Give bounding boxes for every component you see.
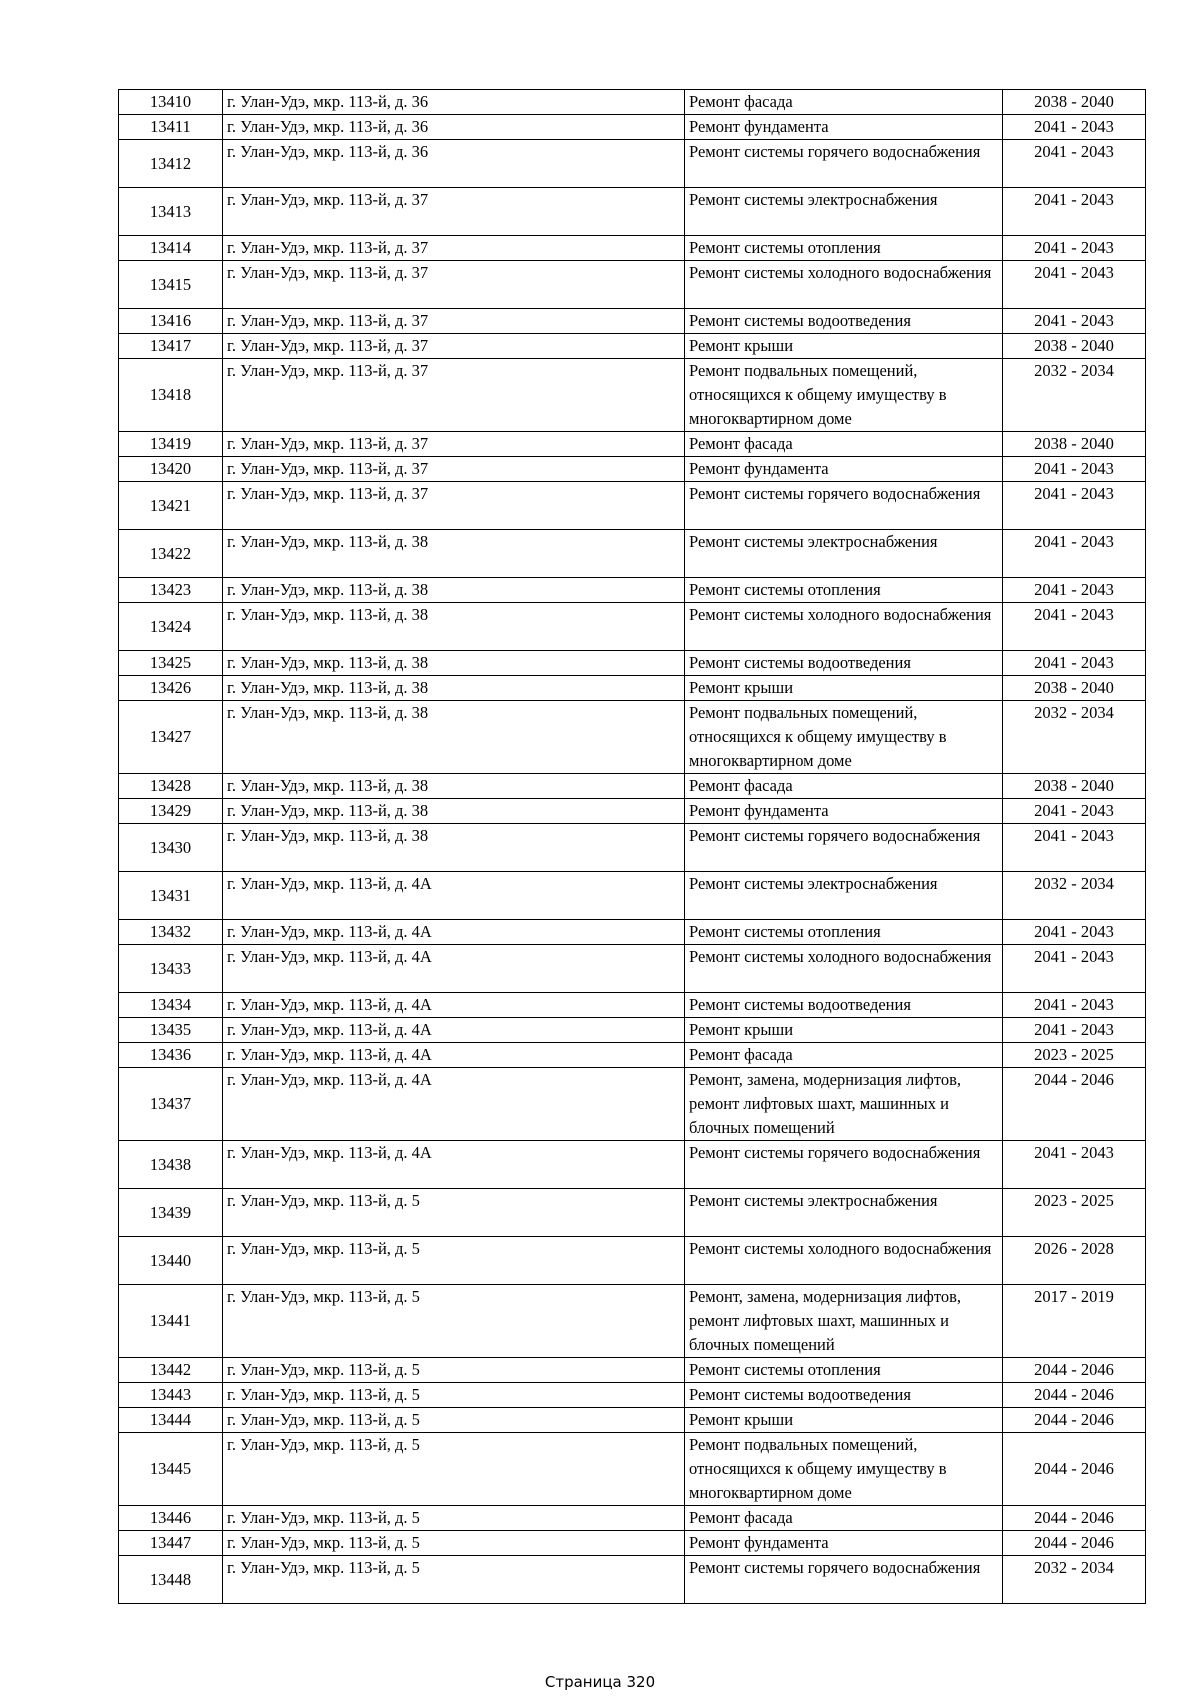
work-type-cell: Ремонт системы водоотведения <box>685 651 1003 676</box>
table-row <box>119 115 1146 140</box>
period-cell: 2041 - 2043 <box>1003 603 1146 651</box>
work-type-cell: Ремонт, замена, модернизация лифтов, ремонт лифтовых шахт, машинных и блочных помещений <box>685 1285 1003 1358</box>
table-row <box>119 1408 1146 1433</box>
table-row <box>119 676 1146 701</box>
page-number: Страница 320 <box>544 1673 656 1691</box>
row-number-cell: 13439 <box>119 1189 223 1237</box>
work-type-cell: Ремонт системы холодного водоснабжения <box>685 261 1003 309</box>
row-number-cell: 13414 <box>119 236 223 261</box>
period-cell: 2041 - 2043 <box>1003 578 1146 603</box>
work-type-cell: Ремонт фасада <box>685 1506 1003 1531</box>
period-cell: 2044 - 2046 <box>1003 1433 1146 1506</box>
address-cell: г. Улан-Удэ, мкр. 113-й, д. 4А <box>223 1043 685 1068</box>
work-type-cell: Ремонт крыши <box>685 334 1003 359</box>
period-cell: 2032 - 2034 <box>1003 359 1146 432</box>
period-cell: 2041 - 2043 <box>1003 1018 1146 1043</box>
repair-schedule-table <box>118 89 1146 1604</box>
address-cell: г. Улан-Удэ, мкр. 113-й, д. 37 <box>223 482 685 530</box>
address-cell: г. Улан-Удэ, мкр. 113-й, д. 37 <box>223 309 685 334</box>
address-cell: г. Улан-Удэ, мкр. 113-й, д. 36 <box>223 115 685 140</box>
address-cell: г. Улан-Удэ, мкр. 113-й, д. 5 <box>223 1531 685 1556</box>
table-row <box>119 309 1146 334</box>
period-cell: 2038 - 2040 <box>1003 774 1146 799</box>
address-cell: г. Улан-Удэ, мкр. 113-й, д. 4А <box>223 1018 685 1043</box>
row-number-cell: 13424 <box>119 603 223 651</box>
table-row <box>119 1285 1146 1358</box>
table-row <box>119 1556 1146 1604</box>
row-number-cell: 13434 <box>119 993 223 1018</box>
work-type-cell: Ремонт системы водоотведения <box>685 309 1003 334</box>
work-type-cell: Ремонт системы отопления <box>685 1358 1003 1383</box>
address-cell: г. Улан-Удэ, мкр. 113-й, д. 4А <box>223 993 685 1018</box>
table-row <box>119 993 1146 1018</box>
address-cell: г. Улан-Удэ, мкр. 113-й, д. 38 <box>223 676 685 701</box>
work-type-cell: Ремонт фасада <box>685 774 1003 799</box>
table-row <box>119 920 1146 945</box>
period-cell: 2044 - 2046 <box>1003 1068 1146 1141</box>
address-cell: г. Улан-Удэ, мкр. 113-й, д. 5 <box>223 1189 685 1237</box>
work-type-cell: Ремонт фасада <box>685 432 1003 457</box>
period-cell: 2038 - 2040 <box>1003 432 1146 457</box>
row-number-cell: 13448 <box>119 1556 223 1604</box>
period-cell: 2041 - 2043 <box>1003 651 1146 676</box>
row-number-cell: 13446 <box>119 1506 223 1531</box>
table-row <box>119 1531 1146 1556</box>
period-cell: 2038 - 2040 <box>1003 90 1146 115</box>
row-number-cell: 13411 <box>119 115 223 140</box>
address-cell: г. Улан-Удэ, мкр. 113-й, д. 37 <box>223 359 685 432</box>
address-cell: г. Улан-Удэ, мкр. 113-й, д. 5 <box>223 1383 685 1408</box>
work-type-cell: Ремонт крыши <box>685 1018 1003 1043</box>
period-cell: 2023 - 2025 <box>1003 1189 1146 1237</box>
work-type-cell: Ремонт системы отопления <box>685 920 1003 945</box>
address-cell: г. Улан-Удэ, мкр. 113-й, д. 38 <box>223 799 685 824</box>
work-type-cell: Ремонт подвальных помещений, относящихся к общему имуществу в многоквартирном доме <box>685 701 1003 774</box>
period-cell: 2041 - 2043 <box>1003 824 1146 872</box>
period-cell: 2041 - 2043 <box>1003 140 1146 188</box>
address-cell: г. Улан-Удэ, мкр. 113-й, д. 37 <box>223 236 685 261</box>
address-cell: г. Улан-Удэ, мкр. 113-й, д. 4А <box>223 920 685 945</box>
address-cell: г. Улан-Удэ, мкр. 113-й, д. 37 <box>223 432 685 457</box>
address-cell: г. Улан-Удэ, мкр. 113-й, д. 37 <box>223 188 685 236</box>
table-row <box>119 1506 1146 1531</box>
table-row <box>119 1237 1146 1285</box>
address-cell: г. Улан-Удэ, мкр. 113-й, д. 5 <box>223 1556 685 1604</box>
address-cell: г. Улан-Удэ, мкр. 113-й, д. 38 <box>223 603 685 651</box>
work-type-cell: Ремонт системы отопления <box>685 236 1003 261</box>
period-cell: 2041 - 2043 <box>1003 457 1146 482</box>
table-row <box>119 774 1146 799</box>
table-row <box>119 1043 1146 1068</box>
work-type-cell: Ремонт системы горячего водоснабжения <box>685 482 1003 530</box>
work-type-cell: Ремонт фасада <box>685 1043 1003 1068</box>
period-cell: 2041 - 2043 <box>1003 236 1146 261</box>
work-type-cell: Ремонт системы холодного водоснабжения <box>685 603 1003 651</box>
work-type-cell: Ремонт крыши <box>685 676 1003 701</box>
period-cell: 2038 - 2040 <box>1003 334 1146 359</box>
address-cell: г. Улан-Удэ, мкр. 113-й, д. 5 <box>223 1408 685 1433</box>
work-type-cell: Ремонт системы отопления <box>685 578 1003 603</box>
period-cell: 2041 - 2043 <box>1003 261 1146 309</box>
table-row <box>119 1189 1146 1237</box>
work-type-cell: Ремонт системы электроснабжения <box>685 1189 1003 1237</box>
row-number-cell: 13437 <box>119 1068 223 1141</box>
table-row <box>119 359 1146 432</box>
row-number-cell: 13420 <box>119 457 223 482</box>
row-number-cell: 13443 <box>119 1383 223 1408</box>
table-row <box>119 188 1146 236</box>
period-cell: 2044 - 2046 <box>1003 1531 1146 1556</box>
work-type-cell: Ремонт фундамента <box>685 799 1003 824</box>
table-row <box>119 701 1146 774</box>
address-cell: г. Улан-Удэ, мкр. 113-й, д. 5 <box>223 1237 685 1285</box>
row-number-cell: 13418 <box>119 359 223 432</box>
table-row <box>119 945 1146 993</box>
row-number-cell: 13447 <box>119 1531 223 1556</box>
address-cell: г. Улан-Удэ, мкр. 113-й, д. 36 <box>223 90 685 115</box>
row-number-cell: 13416 <box>119 309 223 334</box>
row-number-cell: 13428 <box>119 774 223 799</box>
period-cell: 2044 - 2046 <box>1003 1383 1146 1408</box>
row-number-cell: 13417 <box>119 334 223 359</box>
address-cell: г. Улан-Удэ, мкр. 113-й, д. 37 <box>223 334 685 359</box>
row-number-cell: 13430 <box>119 824 223 872</box>
table-row <box>119 824 1146 872</box>
table-body <box>119 90 1146 1604</box>
table-row <box>119 1433 1146 1506</box>
work-type-cell: Ремонт подвальных помещений, относящихся к общему имуществу в многоквартирном доме <box>685 1433 1003 1506</box>
address-cell: г. Улан-Удэ, мкр. 113-й, д. 37 <box>223 457 685 482</box>
period-cell: 2044 - 2046 <box>1003 1358 1146 1383</box>
row-number-cell: 13425 <box>119 651 223 676</box>
row-number-cell: 13421 <box>119 482 223 530</box>
table-row <box>119 261 1146 309</box>
row-number-cell: 13431 <box>119 872 223 920</box>
table-row <box>119 799 1146 824</box>
address-cell: г. Улан-Удэ, мкр. 113-й, д. 5 <box>223 1433 685 1506</box>
work-type-cell: Ремонт системы водоотведения <box>685 993 1003 1018</box>
period-cell: 2026 - 2028 <box>1003 1237 1146 1285</box>
row-number-cell: 13415 <box>119 261 223 309</box>
row-number-cell: 13422 <box>119 530 223 578</box>
address-cell: г. Улан-Удэ, мкр. 113-й, д. 38 <box>223 774 685 799</box>
period-cell: 2041 - 2043 <box>1003 115 1146 140</box>
work-type-cell: Ремонт фундамента <box>685 457 1003 482</box>
work-type-cell: Ремонт фасада <box>685 90 1003 115</box>
row-number-cell: 13444 <box>119 1408 223 1433</box>
address-cell: г. Улан-Удэ, мкр. 113-й, д. 38 <box>223 824 685 872</box>
address-cell: г. Улан-Удэ, мкр. 113-й, д. 4А <box>223 1068 685 1141</box>
period-cell: 2038 - 2040 <box>1003 676 1146 701</box>
address-cell: г. Улан-Удэ, мкр. 113-й, д. 38 <box>223 701 685 774</box>
row-number-cell: 13438 <box>119 1141 223 1189</box>
table-row <box>119 90 1146 115</box>
period-cell: 2041 - 2043 <box>1003 482 1146 530</box>
row-number-cell: 13419 <box>119 432 223 457</box>
work-type-cell: Ремонт фундамента <box>685 1531 1003 1556</box>
table-row <box>119 236 1146 261</box>
row-number-cell: 13429 <box>119 799 223 824</box>
table-row <box>119 578 1146 603</box>
table-row <box>119 651 1146 676</box>
table-row <box>119 603 1146 651</box>
address-cell: г. Улан-Удэ, мкр. 113-й, д. 4А <box>223 1141 685 1189</box>
period-cell: 2023 - 2025 <box>1003 1043 1146 1068</box>
row-number-cell: 13412 <box>119 140 223 188</box>
work-type-cell: Ремонт системы холодного водоснабжения <box>685 1237 1003 1285</box>
table-row <box>119 140 1146 188</box>
table-row <box>119 872 1146 920</box>
address-cell: г. Улан-Удэ, мкр. 113-й, д. 38 <box>223 530 685 578</box>
work-type-cell: Ремонт системы электроснабжения <box>685 188 1003 236</box>
work-type-cell: Ремонт системы водоотведения <box>685 1383 1003 1408</box>
period-cell: 2041 - 2043 <box>1003 799 1146 824</box>
period-cell: 2041 - 2043 <box>1003 920 1146 945</box>
table-row <box>119 1358 1146 1383</box>
address-cell: г. Улан-Удэ, мкр. 113-й, д. 38 <box>223 578 685 603</box>
row-number-cell: 13440 <box>119 1237 223 1285</box>
row-number-cell: 13432 <box>119 920 223 945</box>
table-row <box>119 334 1146 359</box>
period-cell: 2041 - 2043 <box>1003 945 1146 993</box>
address-cell: г. Улан-Удэ, мкр. 113-й, д. 37 <box>223 261 685 309</box>
row-number-cell: 13426 <box>119 676 223 701</box>
table-row <box>119 530 1146 578</box>
table-row <box>119 457 1146 482</box>
period-cell: 2041 - 2043 <box>1003 993 1146 1018</box>
work-type-cell: Ремонт фундамента <box>685 115 1003 140</box>
period-cell: 2032 - 2034 <box>1003 701 1146 774</box>
row-number-cell: 13442 <box>119 1358 223 1383</box>
work-type-cell: Ремонт системы электроснабжения <box>685 872 1003 920</box>
period-cell: 2032 - 2034 <box>1003 872 1146 920</box>
period-cell: 2032 - 2034 <box>1003 1556 1146 1604</box>
work-type-cell: Ремонт системы горячего водоснабжения <box>685 824 1003 872</box>
row-number-cell: 13427 <box>119 701 223 774</box>
table-row <box>119 1383 1146 1408</box>
table-row <box>119 432 1146 457</box>
address-cell: г. Улан-Удэ, мкр. 113-й, д. 4А <box>223 872 685 920</box>
period-cell: 2041 - 2043 <box>1003 1141 1146 1189</box>
address-cell: г. Улан-Удэ, мкр. 113-й, д. 4А <box>223 945 685 993</box>
work-type-cell: Ремонт подвальных помещений, относящихся к общему имуществу в многоквартирном доме <box>685 359 1003 432</box>
work-type-cell: Ремонт, замена, модернизация лифтов, ремонт лифтовых шахт, машинных и блочных помещений <box>685 1068 1003 1141</box>
work-type-cell: Ремонт системы горячего водоснабжения <box>685 1556 1003 1604</box>
period-cell: 2044 - 2046 <box>1003 1506 1146 1531</box>
address-cell: г. Улан-Удэ, мкр. 113-й, д. 38 <box>223 651 685 676</box>
row-number-cell: 13413 <box>119 188 223 236</box>
period-cell: 2044 - 2046 <box>1003 1408 1146 1433</box>
work-type-cell: Ремонт системы горячего водоснабжения <box>685 140 1003 188</box>
table-row <box>119 1018 1146 1043</box>
work-type-cell: Ремонт крыши <box>685 1408 1003 1433</box>
work-type-cell: Ремонт системы электроснабжения <box>685 530 1003 578</box>
period-cell: 2017 - 2019 <box>1003 1285 1146 1358</box>
row-number-cell: 13441 <box>119 1285 223 1358</box>
period-cell: 2041 - 2043 <box>1003 309 1146 334</box>
work-type-cell: Ремонт системы холодного водоснабжения <box>685 945 1003 993</box>
table-row <box>119 1068 1146 1141</box>
address-cell: г. Улан-Удэ, мкр. 113-й, д. 36 <box>223 140 685 188</box>
row-number-cell: 13445 <box>119 1433 223 1506</box>
address-cell: г. Улан-Удэ, мкр. 113-й, д. 5 <box>223 1358 685 1383</box>
row-number-cell: 13436 <box>119 1043 223 1068</box>
row-number-cell: 13435 <box>119 1018 223 1043</box>
row-number-cell: 13423 <box>119 578 223 603</box>
row-number-cell: 13410 <box>119 90 223 115</box>
table-row <box>119 1141 1146 1189</box>
period-cell: 2041 - 2043 <box>1003 188 1146 236</box>
table-row <box>119 482 1146 530</box>
address-cell: г. Улан-Удэ, мкр. 113-й, д. 5 <box>223 1506 685 1531</box>
address-cell: г. Улан-Удэ, мкр. 113-й, д. 5 <box>223 1285 685 1358</box>
work-type-cell: Ремонт системы горячего водоснабжения <box>685 1141 1003 1189</box>
period-cell: 2041 - 2043 <box>1003 530 1146 578</box>
row-number-cell: 13433 <box>119 945 223 993</box>
